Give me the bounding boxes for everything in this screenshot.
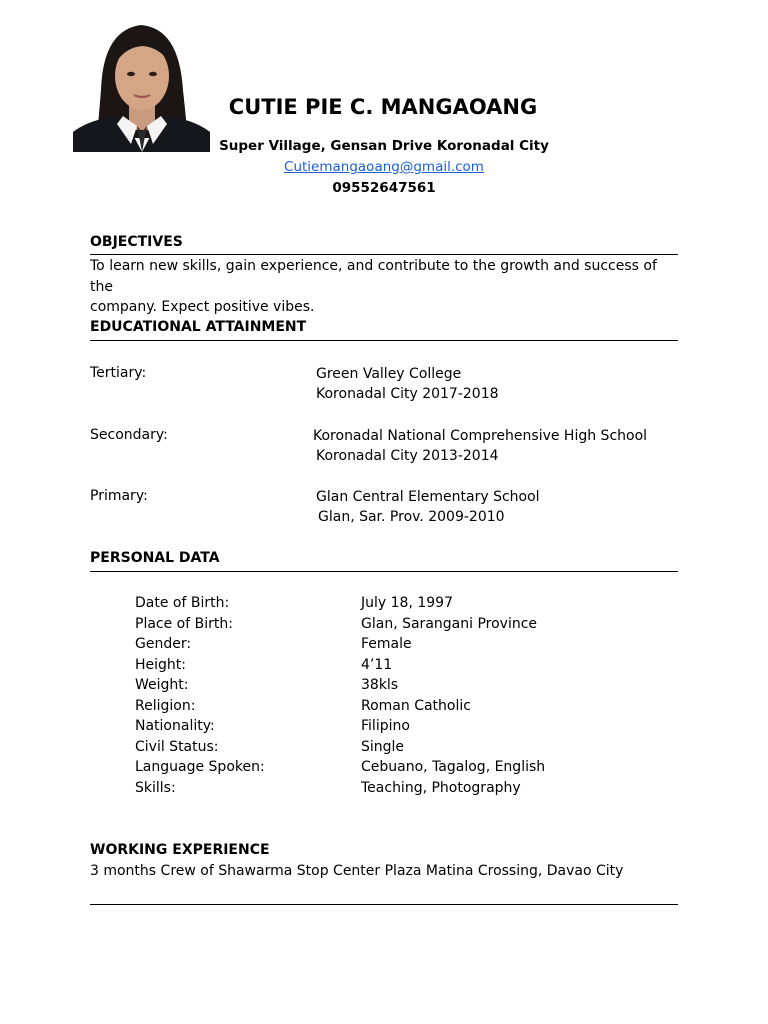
personal-row-birthdate xyxy=(135,595,635,616)
personal-row-civil-status xyxy=(135,739,635,760)
applicant-name: CUTIE PIE C. MANGAOANG xyxy=(228,95,538,119)
row-value: Filipino xyxy=(361,718,410,734)
row-value: Teaching, Photography xyxy=(361,779,521,796)
primary-detail: Glan, Sar. Prov. 2009-2010 xyxy=(318,509,505,525)
personal-row-weight xyxy=(135,677,635,698)
row-value: Female xyxy=(361,636,412,652)
personal-row-skills xyxy=(135,780,635,801)
primary-label: Primary: xyxy=(90,488,148,504)
objectives-heading: OBJECTIVES xyxy=(90,234,183,250)
secondary-detail: Koronadal City 2013-2014 xyxy=(316,448,499,464)
objectives-divider xyxy=(90,254,678,255)
email-link[interactable]: Cutiemangaoang@gmail.com xyxy=(284,159,484,175)
row-key: Skills: xyxy=(135,779,176,796)
profile-photo xyxy=(73,20,210,152)
portrait-image xyxy=(73,20,210,152)
row-value: 4’11 xyxy=(361,656,393,673)
row-value: Glan, Sarangani Province xyxy=(361,615,538,632)
work-experience-text: 3 months Crew of Shawarma Stop Center Plaza Matina Crossing, Davao City xyxy=(90,863,624,879)
tertiary-label: Tertiary: xyxy=(90,365,147,381)
personal-data-divider xyxy=(90,571,678,572)
personal-row-nationality xyxy=(135,718,635,739)
row-value: Single xyxy=(361,738,405,755)
row-key: Language Spoken: xyxy=(135,759,265,775)
phone-number: 09552647561 xyxy=(332,180,436,196)
address-line: Super Village, Gensan Drive Koronadal City xyxy=(219,138,549,154)
secondary-label: Secondary: xyxy=(90,427,168,443)
personal-row-gender xyxy=(135,636,635,657)
row-key: Religion: xyxy=(135,697,196,714)
objectives-text-line2: company. Expect positive vibes. xyxy=(90,299,315,315)
secondary-entry xyxy=(313,426,647,466)
email-line xyxy=(0,159,768,175)
secondary-school: Koronadal National Comprehensive High School xyxy=(313,428,648,444)
row-key: Civil Status: xyxy=(135,738,219,755)
personal-row-birthplace xyxy=(135,616,635,637)
tertiary-school: Green Valley College xyxy=(316,366,462,382)
primary-entry xyxy=(316,487,540,527)
tertiary-entry xyxy=(316,364,499,404)
row-value: Cebuano, Tagalog, English xyxy=(361,759,546,775)
objectives-text xyxy=(90,256,670,318)
tertiary-detail: Koronadal City 2017-2018 xyxy=(316,386,499,402)
education-divider xyxy=(90,340,678,341)
row-value: Roman Catholic xyxy=(361,697,471,714)
primary-school: Glan Central Elementary School xyxy=(316,489,540,505)
row-key: Gender: xyxy=(135,636,192,652)
row-key: Date of Birth: xyxy=(135,595,230,611)
personal-row-height xyxy=(135,657,635,678)
work-experience-heading: WORKING EXPERIENCE xyxy=(90,842,270,858)
row-key: Weight: xyxy=(135,677,189,693)
work-experience-divider xyxy=(90,904,678,905)
education-heading: EDUCATIONAL ATTAINMENT xyxy=(90,319,307,335)
row-value: 38kls xyxy=(361,677,399,693)
row-key: Place of Birth: xyxy=(135,615,233,632)
objectives-text-line1: To learn new skills, gain experience, and contribute to the growth and success of the xyxy=(90,258,657,295)
row-key: Nationality: xyxy=(135,718,215,734)
personal-data-heading: PERSONAL DATA xyxy=(90,550,220,566)
row-value: July 18, 1997 xyxy=(361,595,453,611)
personal-row-religion xyxy=(135,698,635,719)
row-key: Height: xyxy=(135,656,186,673)
personal-row-languages xyxy=(135,759,635,780)
